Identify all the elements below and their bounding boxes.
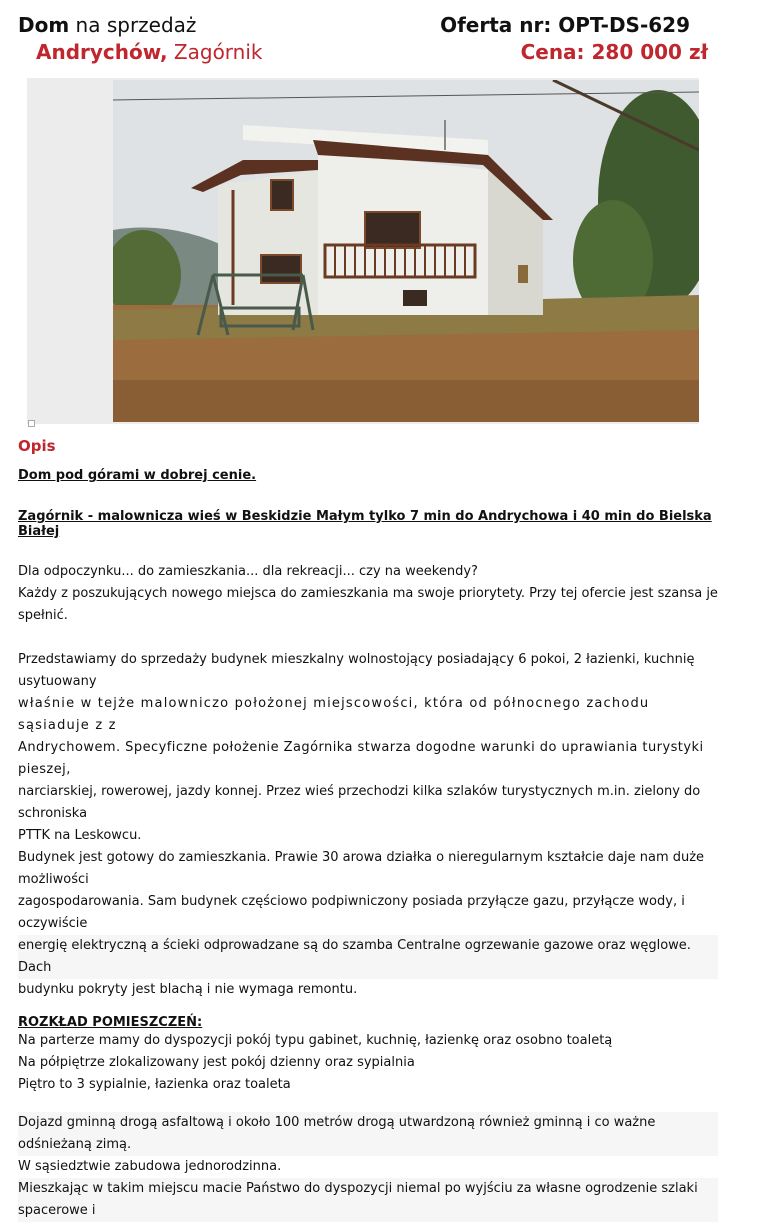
paragraph-line: Dla odpoczynku... do zamieszkania... dla rekreacji... czy na weekendy? <box>18 564 478 579</box>
paragraph-line: zagospodarowania. Sam budynek częściowo podpiwniczony posiada przyłącze gazu, przyłącze wody, i oczywiście <box>18 894 685 931</box>
room-line: Piętro to 3 sypialnie, łazienka oraz toaleta <box>18 1077 291 1092</box>
room-line: Na parterze mamy do dyspozycji pokój typu gabinet, kuchnię, łazienkę oraz osobno toaletą <box>18 1033 613 1048</box>
headline-2: Zagórnik - malownicza wieś w Beskidzie Małym tylko 7 min do Andrychowa i 40 min do Bielska Białej <box>18 509 712 539</box>
listing-header <box>0 0 768 72</box>
rooms-title: ROZKŁAD POMIESZCZEŃ: <box>18 1015 203 1030</box>
paragraph-line: Andrychowem. Specyficzne położenie Zagórnika stwarza dogodne warunki do uprawiania turystyki pieszej, <box>18 740 704 777</box>
paragraph-line: narciarskiej, rowerowej, jazdy konnej. Przez wieś przechodzi kilka szlaków turystycznych m.in. zielony do schroniska <box>18 784 701 821</box>
description <box>18 432 718 1222</box>
paragraph-line: Budynek jest gotowy do zamieszkania. Prawie 30 arowa działka o nieregularnym kształcie daje nam duże możliwości <box>18 850 705 887</box>
property-type: Dom na sprzedaż <box>18 13 197 37</box>
room-line: Na półpiętrze zlokalizowany jest pokój dzienny oraz sypialnia <box>18 1055 415 1070</box>
paragraph-line: Dojazd gminną drogą asfaltową i około 100 metrów drogą utwardzoną również gminną i co ważne odśnieżaną zimą. <box>18 1112 718 1156</box>
section-title: Opis <box>18 437 56 455</box>
paragraph-line: właśnie w tejże malowniczo położonej miejscowości, która od północnego zachodu sąsiaduje z z <box>18 696 650 733</box>
paragraph-line: Mieszkając w takim miejscu macie Państwo do dyspozycji niemal po wyjściu za własne ogrodzenie szlaki spacerowe i <box>18 1178 718 1222</box>
paragraph-line: Przedstawiamy do sprzedaży budynek mieszkalny wolnostojący posiadający 6 pokoi, 2 łazienki, kuchnię usytuowany <box>18 652 695 689</box>
price: Cena: 280 000 zł <box>520 40 708 64</box>
paragraph-line: budynku pokryty jest blachą i nie wymaga remontu. <box>18 982 358 997</box>
house-photo[interactable] <box>113 80 699 422</box>
property-location: Andrychów, Zagórnik <box>36 40 263 64</box>
paragraph-line: Każdy z poszukujących nowego miejsca do zamieszkania ma swoje priorytety. Przy tej ofercie jest szansa je spełnić. <box>18 586 718 623</box>
paragraph-line: energię elektryczną a ścieki odprowadzane są do szamba Centralne ogrzewanie gazowe oraz węglowe. Dach <box>18 935 718 979</box>
paragraph-line: W sąsiedztwie zabudowa jednorodzinna. <box>18 1159 282 1174</box>
offer-number: Oferta nr: OPT-DS-629 <box>440 13 690 37</box>
photo-thumbnail-icon[interactable] <box>28 420 35 427</box>
paragraph-line: PTTK na Leskowcu. <box>18 828 142 843</box>
headline-1: Dom pod górami w dobrej cenie. <box>18 468 257 483</box>
